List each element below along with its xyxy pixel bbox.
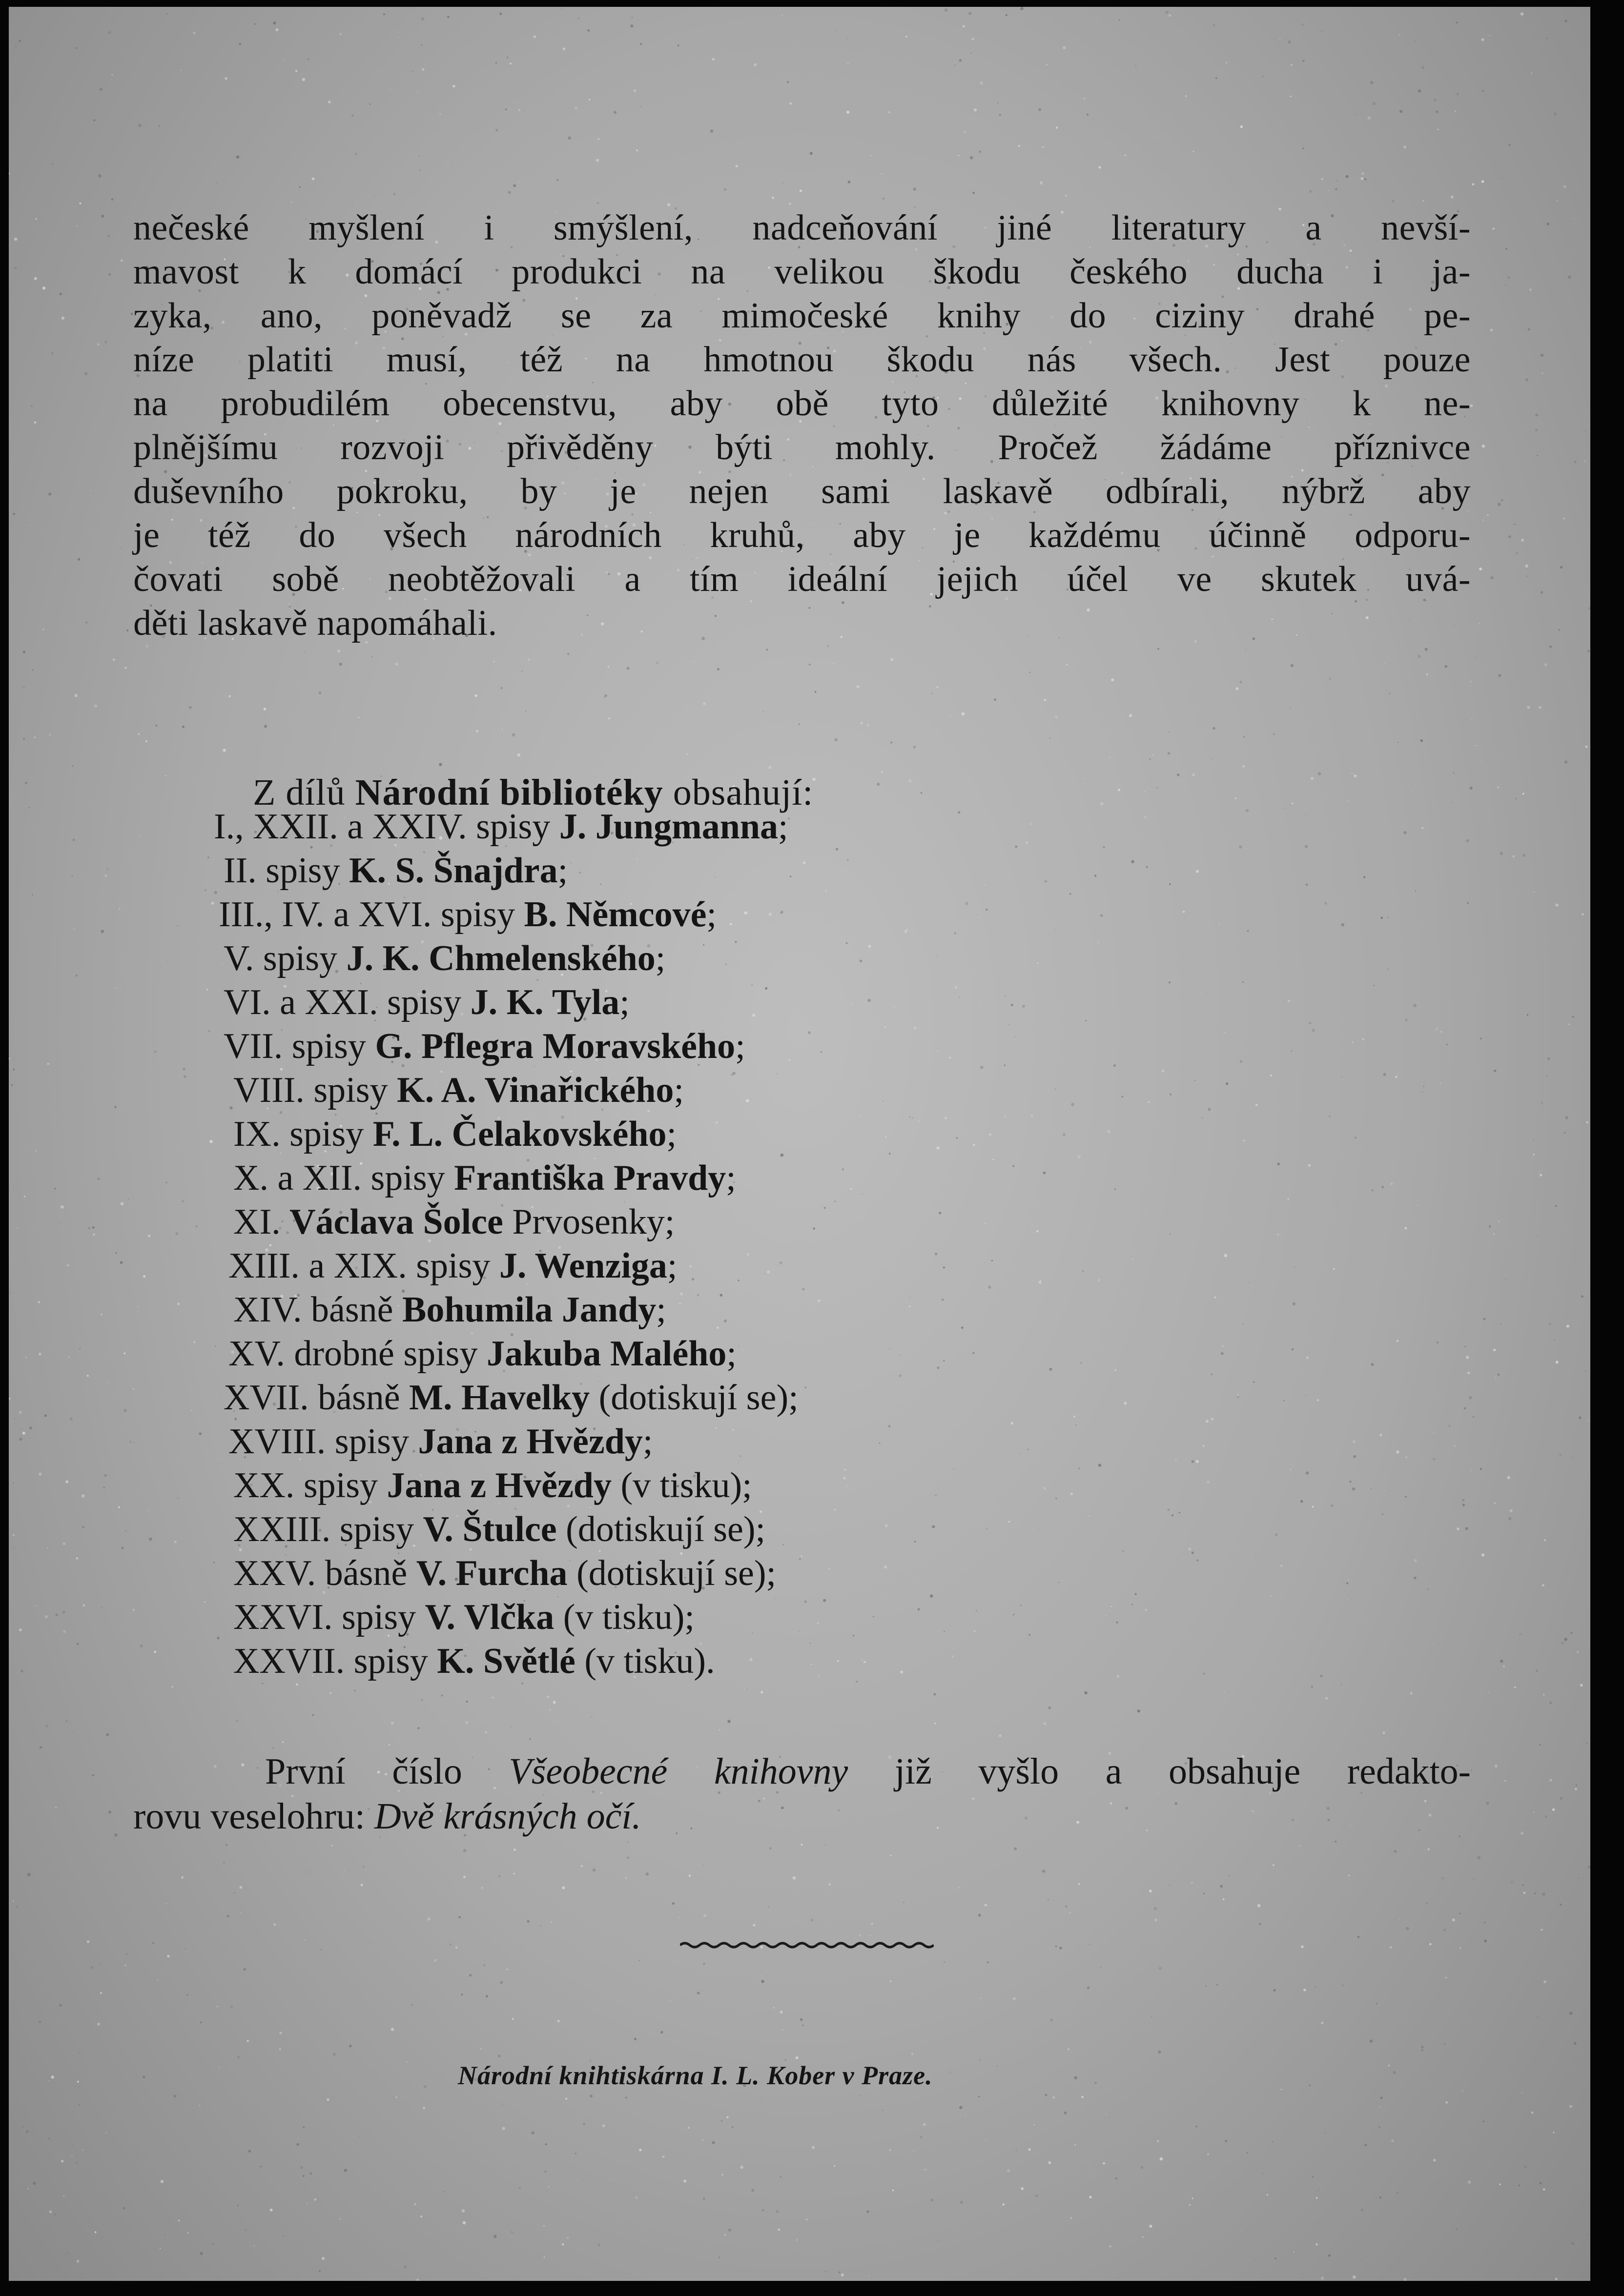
intro-line-4: níze platiti musí, též na hmotnou škodu nás všech. Jest pouze — [133, 340, 1471, 380]
volume-item-2: II. spisy K. S. Šnajdra; — [224, 851, 568, 891]
intro-line-6: plnějšímu rozvoji přivěděny býti mohly. Pročež žádáme příznivce — [133, 427, 1471, 467]
closing-line-1: První číslo Všeobecné knihovny již vyšlo a obsahuje redakto- — [265, 1751, 1471, 1792]
volume-item-14: XVII. básně M. Havelky (dotiskují se); — [224, 1378, 799, 1418]
intro-line-8: je též do všech národních kruhů, aby je každému účinně odporu- — [133, 515, 1471, 555]
volume-item-13: XV. drobné spisy Jakuba Malého; — [228, 1334, 737, 1374]
intro-line-1: nečeské myšlení i smýšlení, nadceňování jiné literatury a nevší- — [133, 208, 1471, 248]
intro-line-9: čovati sobě neobtěžovali a tím ideální jejich účel ve skutek uvá- — [133, 559, 1471, 599]
volume-item-17: XXIII. spisy V. Štulce (dotiskují se); — [233, 1509, 766, 1549]
volume-item-16: XX. spisy Jana z Hvězdy (v tisku); — [233, 1465, 752, 1505]
volume-item-10: XI. Václava Šolce Prvosenky; — [233, 1202, 675, 1242]
intro-line-10: děti laskavě napomáhali. — [133, 603, 497, 643]
closing-series-title: Všeobecné knihovny — [509, 1751, 848, 1792]
book-page — [9, 7, 1590, 2281]
volume-item-20: XXVII. spisy K. Světlé (v tisku). — [233, 1641, 715, 1681]
volume-item-8: IX. spisy F. L. Čelakovského; — [233, 1114, 677, 1154]
intro-line-5: na probudilém obecenstvu, aby obě tyto důležité knihovny k ne- — [133, 384, 1471, 424]
intro-line-7: duševního pokroku, by je nejen sami laskavě odbírali, nýbrž aby — [133, 471, 1471, 511]
heading-library-name: Národní bibliotéky — [355, 772, 663, 813]
volume-item-4: V. spisy J. K. Chmelenského; — [224, 938, 666, 978]
volume-item-9: X. a XII. spisy Františka Pravdy; — [233, 1158, 736, 1198]
volume-item-5: VI. a XXI. spisy J. K. Tyla; — [224, 982, 630, 1022]
volume-item-15: XVIII. spisy Jana z Hvězdy; — [228, 1422, 653, 1462]
volume-item-18: XXV. básně V. Furcha (dotiskují se); — [233, 1553, 777, 1593]
volume-item-19: XXVI. spisy V. Vlčka (v tisku); — [233, 1597, 695, 1637]
volume-item-7: VIII. spisy K. A. Vinařického; — [233, 1070, 684, 1110]
volume-item-12: XIV. básně Bohumila Jandy; — [233, 1290, 666, 1330]
volume-item-6: VII. spisy G. Pflegra Moravského; — [224, 1026, 745, 1066]
heading-prefix: Z dílů — [253, 772, 355, 813]
closing-line-2: rovu veselohru: Dvě krásných očí. — [133, 1796, 641, 1837]
closing-play-title: Dvě krásných očí. — [374, 1796, 641, 1837]
intro-line-2: mavost k domácí produkci na velikou škodu českého ducha i ja- — [133, 252, 1471, 292]
heading-suffix: obsahují: — [663, 772, 814, 813]
volume-item-1: I., XXII. a XXIV. spisy J. Jungmanna; — [214, 807, 788, 847]
ornamental-divider — [680, 1934, 934, 1954]
volume-item-11: XIII. a XIX. spisy J. Wenziga; — [228, 1246, 678, 1286]
intro-line-3: zyka, ano, poněvadž se za mimočeské knihy do ciziny drahé pe- — [133, 296, 1471, 336]
printer-imprint: Národní knihtiskárna I. L. Kober v Praze. — [458, 2061, 933, 2090]
volume-item-3: III., IV. a XVI. spisy B. Němcové; — [219, 894, 717, 935]
